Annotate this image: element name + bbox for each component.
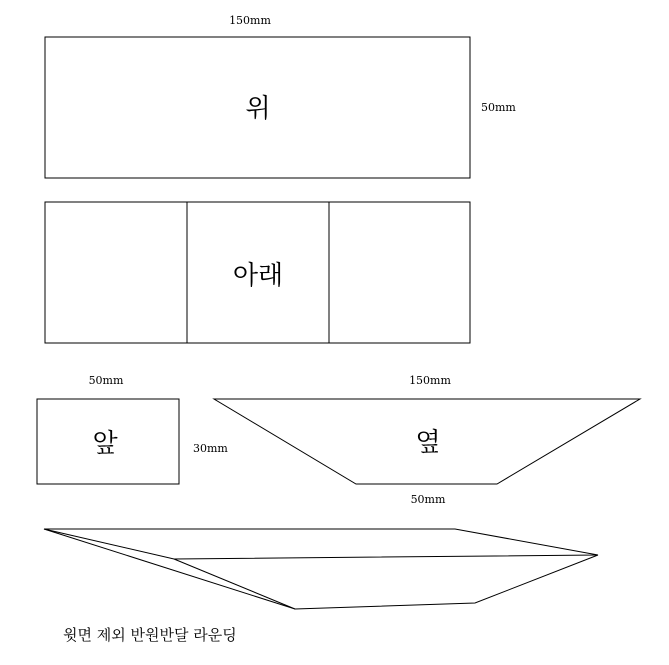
side-bottom-label: 50mm <box>410 493 446 506</box>
top-height-label: 50mm <box>481 101 516 114</box>
front-view-label: 앞 <box>92 429 118 459</box>
perspective-sketch <box>44 529 598 609</box>
top-width-label: 150mm <box>229 14 271 27</box>
perspective-bottom-edge <box>44 529 598 609</box>
side-view-label: 옆 <box>415 428 441 458</box>
top-view-label: 위 <box>245 94 271 124</box>
perspective-inner-edge <box>174 559 295 609</box>
bottom-view-label: 아래 <box>232 261 284 291</box>
front-height-label: 30mm <box>193 442 228 455</box>
perspective-top-face <box>44 529 598 559</box>
rounding-note: 윗면 제외 반원반달 라운딩 <box>63 626 237 644</box>
front-width-label: 50mm <box>88 374 124 387</box>
side-top-label: 150mm <box>409 374 451 387</box>
